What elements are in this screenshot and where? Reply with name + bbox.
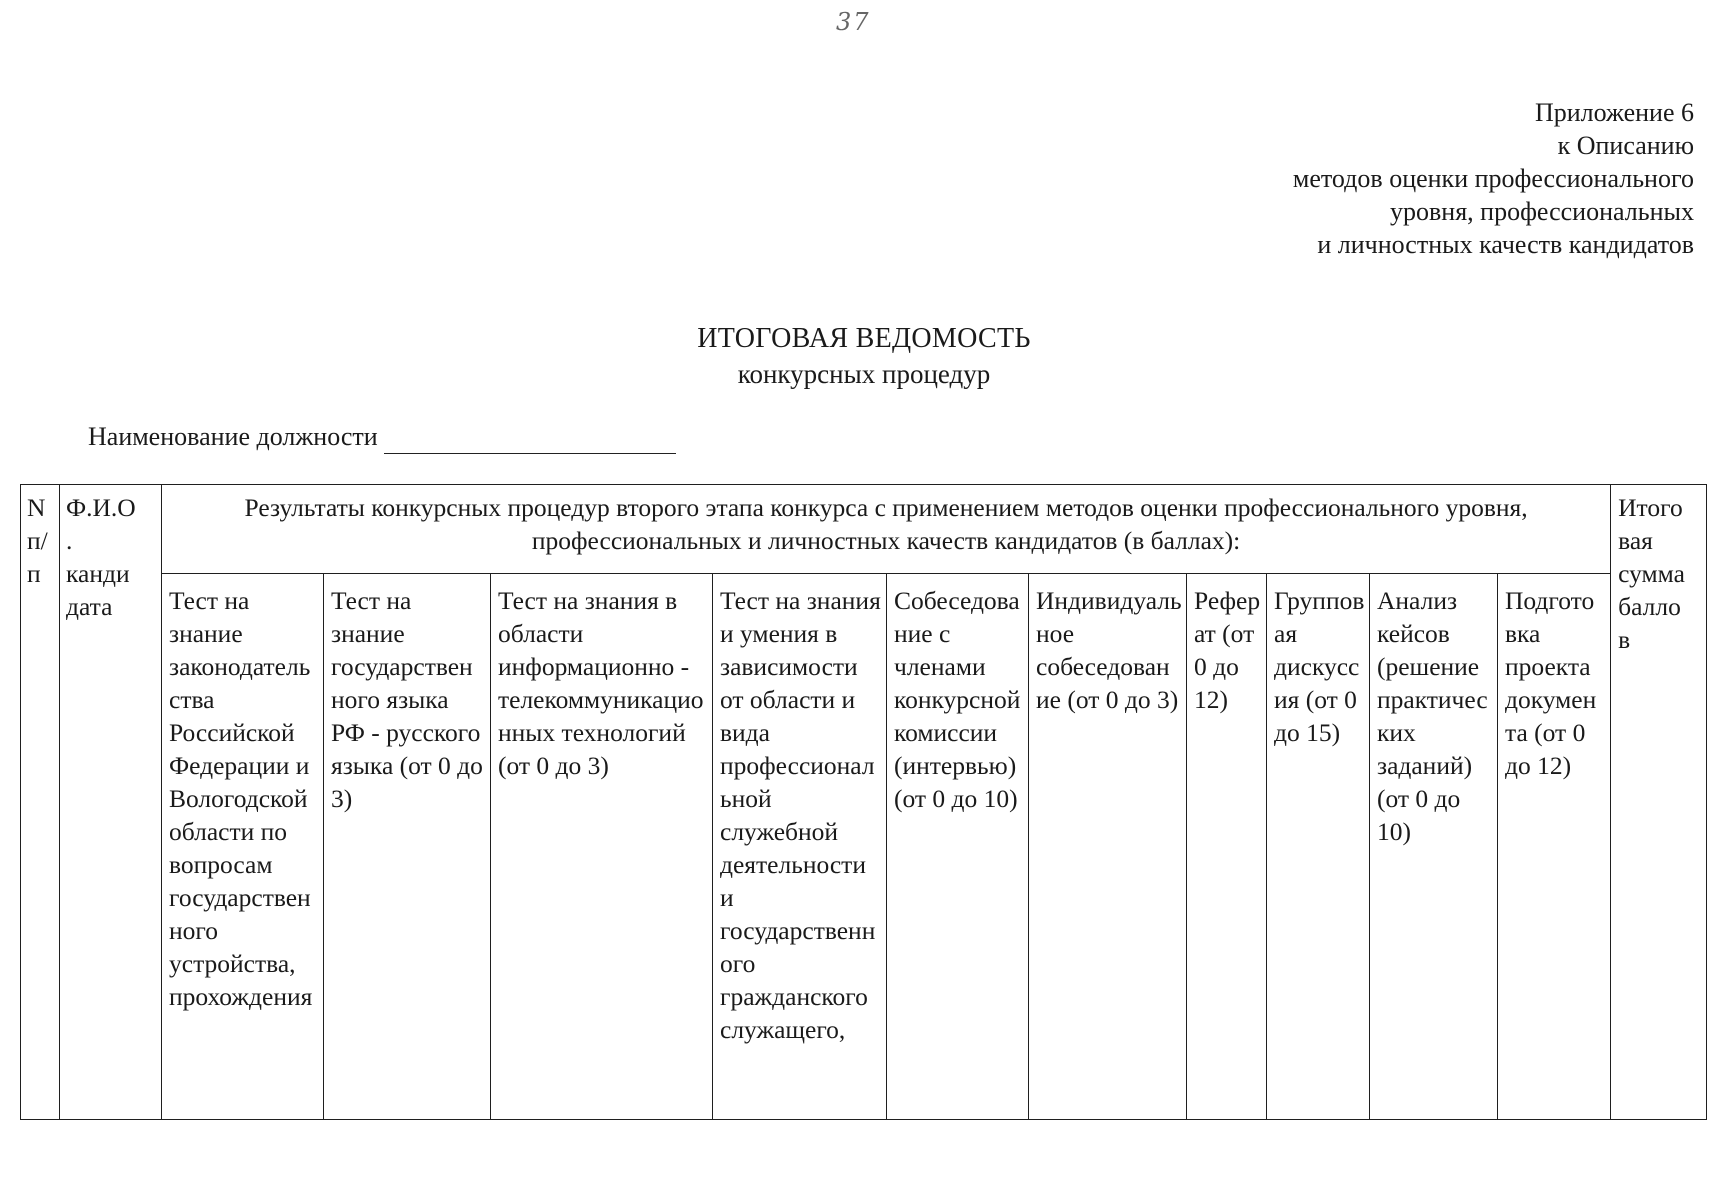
appendix-line: к Описанию (1557, 131, 1694, 160)
column-header-total (1611, 485, 1707, 1120)
appendix-line: методов оценки профессионального (1292, 164, 1694, 193)
column-header-essay: Реферат (от 0 до 12) (1187, 574, 1267, 1120)
position-label: Наименование должности (88, 422, 378, 451)
document-subtitle: конкурсных процедур (737, 359, 991, 389)
column-header-group-discussion: Групповая дискуссия (от 0 до 15) (1267, 574, 1370, 1120)
results-table (20, 484, 1707, 1120)
appendix-line: и личностных качеств кандидатов (1317, 230, 1694, 259)
appendix-line: уровня, профессиональных (1390, 197, 1694, 226)
column-header-professional-test: Тест на знания и умения в зависимости от области и вида профессиональной служебной деятельности и государственного гражданского служащего, (713, 574, 887, 1120)
column-header-name-text: Ф.И.О . канди дата (66, 493, 136, 621)
column-header-law-test: Тест на знание законодательства Российской Федерации и Вологодской области по вопросам государственного устройства, прохождения (162, 574, 324, 1120)
column-header-name (60, 485, 162, 1120)
column-group-header: Результаты конкурсных процедур второго этапа конкурса с применением методов оценки профессионального уровня, профессиональных и личностных качеств кандидатов (в баллах): (162, 485, 1611, 574)
table-header-row (21, 485, 1707, 574)
column-header-number (21, 485, 60, 1120)
column-header-commission-interview: Собеседование с членами конкурсной комиссии (интервью) (от 0 до 10) (887, 574, 1029, 1120)
page-number: 37 (836, 8, 871, 36)
column-header-language-test: Тест на знание государственного языка РФ - русского языка (от 0 до 3) (324, 574, 491, 1120)
column-header-individual-interview: Индивидуальное собеседование (от 0 до 3) (1029, 574, 1187, 1120)
table-subheader-row (21, 574, 1707, 1120)
appendix-line: Приложение 6 (1534, 98, 1694, 127)
column-header-document-draft: Подготовка проекта документа (от 0 до 12) (1498, 574, 1611, 1120)
document-title: ИТОГОВАЯ ВЕДОМОСТЬ (697, 323, 1031, 354)
appendix-block (994, 96, 1694, 261)
position-blank-line (384, 427, 676, 454)
column-header-case-analysis: Анализ кейсов (решение практических заданий) (от 0 до 10) (1370, 574, 1498, 1120)
column-header-total-text: Итого вая сумма балло в (1618, 493, 1685, 654)
column-header-number-text: N п/ п (27, 493, 48, 588)
position-field (88, 420, 676, 454)
column-header-it-test: Тест на знания в области информационно - телекоммуникационных технологий (от 0 до 3) (491, 574, 713, 1120)
